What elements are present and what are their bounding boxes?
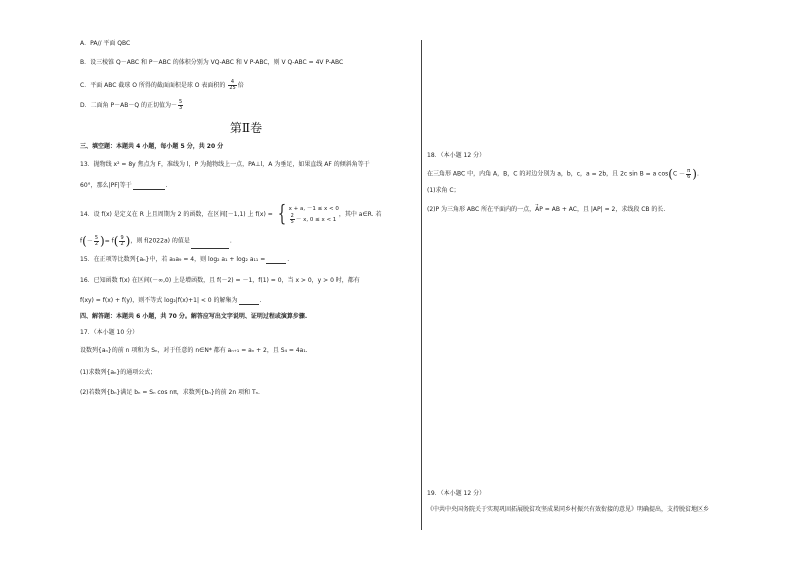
column-divider [421, 40, 422, 530]
fill-in-header: 三、填空题：本题共 4 小题，每小题 5 分，共 20 分 [80, 143, 224, 150]
section-title: 第Ⅱ卷 [229, 121, 263, 135]
frac-num: 2 [290, 212, 294, 219]
frac-den: 5 [290, 218, 294, 225]
frac-den: 6 [687, 173, 691, 180]
q14-case2-fraction [290, 214, 295, 225]
q14-tail: ，其中 a∈R. 若 [338, 211, 382, 218]
q14-line1 [80, 201, 382, 227]
solve-header: 四、解答题：本题共 6 小题，共 70 分。解答应写出文字说明、证明过程或演算步骤. [80, 313, 308, 320]
q15: 15．在正项等比数列{aₙ}中，若 a₃a₉ = 4，则 log₂ a₁ + log₂ a₁₁ = . [80, 256, 290, 263]
q13-line1: 13．抛物线 x² = 8y 焦点为 F，准线为 l，P 为抛物线上一点，PA⊥l，A 为垂足，如果直线 AF 的倾斜角等于 [80, 161, 370, 168]
q14-case2 [289, 214, 339, 225]
q18-paren-text: C － [672, 170, 686, 178]
q14-frac1 [94, 236, 99, 247]
paren-close-icon: ) [692, 167, 697, 181]
q16-line2: f(xy) = f(x) + f(y)，则不等式 log₂|f(x)+1| < 0 的解集为 . [80, 297, 262, 304]
q14-text: 14．设 f(x) 是定义在 R 上且周期为 2 的函数，在区间[－1,1) 上 f(x) = [80, 211, 273, 218]
q13-line2: 60°，那么|PF|等于 . [80, 182, 168, 189]
option-b [80, 59, 343, 67]
q15-text: 15．在正项等比数列{aₙ}中，若 a₃a₉ = 4，则 log₂ a₁ + log₂ a₁₁ = [80, 256, 266, 263]
paren-open-icon: ( [113, 234, 119, 248]
option-c-fraction [228, 80, 236, 91]
q18-text: 在三角形 ABC 中，内角 A，B，C 的对边分别为 a，b，c，a = 2b，且 2c sin B = a cos [427, 170, 669, 178]
frac-den: 25 [229, 85, 236, 91]
q19-body: 《中共中央国务院关于实现巩固拓展脱贫攻坚成果同乡村振兴有效衔接的意见》明确提出，支持脱贫地区乡 [427, 506, 710, 513]
q18-title: 18．（本小题 12 分） [427, 152, 486, 159]
q18-vector-eq: → AP = AB + AC [535, 206, 577, 214]
option-d-fraction [178, 100, 183, 111]
q18-body: 在三角形 ABC 中，内角 A，B，C 的对边分别为 a，b，c，a = 2b，且 2c sin B = a cos(C － $\frac{\pi}{6}$ ). [427, 167, 699, 181]
q17-body: 设数列{aₙ}的前 n 项和为 Sₙ，对于任意的 n∈N* 都有 aₙ₊₁ = aₙ + 2，且 S₄ = 4a₁. [80, 347, 308, 354]
paren-open-icon: ( [668, 167, 673, 181]
q16-line1: 16．已知函数 f(x) 在区间(－∞,0) 上是增函数，且 f(－2) = －1，f(1) = 0，当 x > 0，y > 0 时，都有 [80, 277, 360, 284]
left-column [80, 0, 412, 562]
q14-line2: f(－ $\frac{5}{2}$ )= f( $\frac{9}{2}$ )，则 f(2022a) 的值是 . [80, 234, 232, 248]
answer-blank[interactable] [191, 242, 229, 249]
option-a: A．PA// 平面 QBC [80, 40, 131, 47]
answer-blank[interactable] [266, 257, 286, 264]
q14-case2-tail: － x, 0 ≤ x < 1 [295, 216, 337, 223]
frac-num: 9 [120, 234, 124, 241]
q18-part1: (1)求角 C； [427, 187, 460, 194]
frac-den: 2 [120, 240, 124, 247]
q13-text: 60°，那么|PF|等于 [80, 182, 132, 189]
q14-tail2: ，则 f(2022a) 的值是 [130, 237, 190, 245]
option-c-text: C．平面 ABC 截球 O 所得的截面面积是球 O 表面积的 [80, 82, 226, 89]
q14-eq: = f [104, 237, 114, 245]
q17-part2: (2)若数列{bₙ}满足 bₙ = Sₙ cos nπ，求数列{bₙ}的前 2n 项和 Tₙ. [80, 389, 260, 396]
option-c [80, 80, 244, 91]
answer-blank[interactable] [239, 298, 259, 305]
q18-fraction [686, 169, 691, 180]
q17-title: 17．（本小题 10 分） [80, 329, 139, 336]
q14-piecewise [289, 205, 339, 225]
frac-num: 5 [94, 234, 99, 241]
q14-case1: x + a, －1 ≤ x < 0 [288, 205, 339, 212]
frac-den: 3 [179, 105, 183, 111]
frac-num: 4 [228, 80, 236, 86]
frac-num: π [687, 167, 691, 174]
option-d [80, 100, 184, 111]
frac-num: 5 [179, 99, 183, 105]
paren-open-icon: ( [82, 234, 87, 248]
option-d-text: D．二面角 P－AB－Q 的正切值为－ [80, 102, 177, 109]
q18-part2-tail: ，且 |AP| = 2，求线段 CB 的长. [576, 206, 666, 213]
paren-close-icon: ) [125, 234, 131, 248]
option-c-tail: 倍 [237, 82, 244, 89]
q14-frac2 [119, 236, 124, 247]
option-b-tail: Q-ABC 和 V P-ABC，则 V Q-ABC = 4V P-ABC [214, 59, 344, 66]
q19-title: 19．（本小题 12 分） [427, 490, 486, 497]
right-column [427, 0, 763, 562]
paren-close-icon: ) [100, 234, 105, 248]
frac-den: 2 [94, 240, 99, 247]
q18-part2 [427, 206, 665, 214]
brace-icon: { [277, 201, 286, 227]
option-b-text: B．设三棱锥 Q－ABC 和 P－ABC 的体积分别为 V [80, 59, 215, 66]
q18-part2-text: (2)P 为三角形 ABC 所在平面内的一点， [427, 206, 536, 213]
q17-part1: (1)求数列{aₙ}的通项公式； [80, 369, 157, 376]
q16-text: f(xy) = f(x) + f(y)，则不等式 log₂|f(x)+1| < 0 的解集为 [80, 297, 238, 304]
answer-blank[interactable] [133, 183, 165, 190]
q14-f: f [80, 237, 83, 245]
